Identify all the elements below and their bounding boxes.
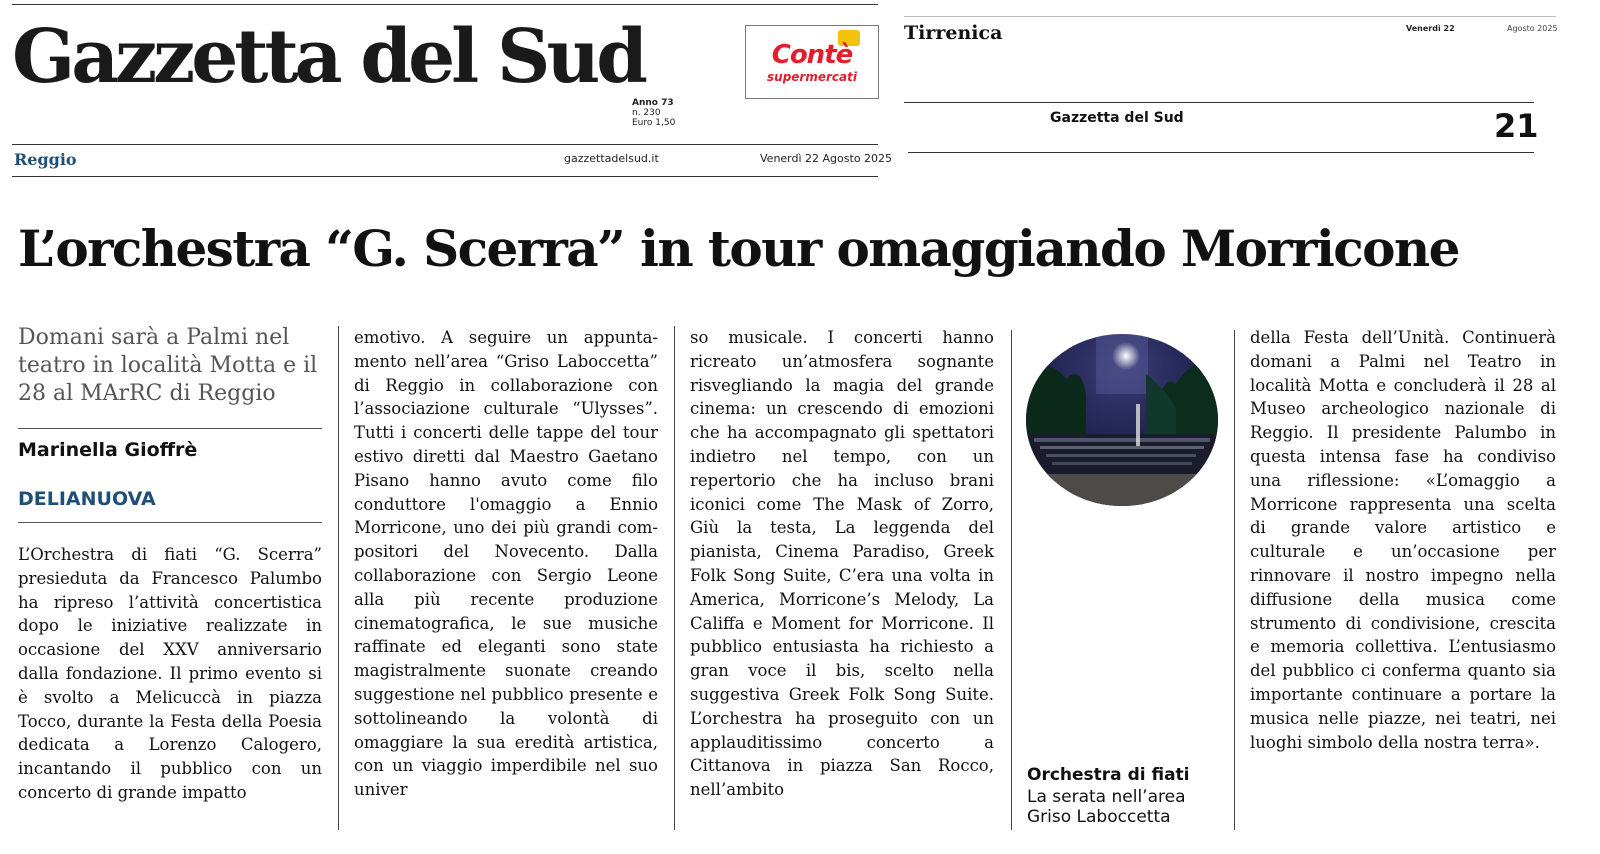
section-bar-top-rule [12,144,878,145]
orchestra-night-scene-image [1026,334,1218,506]
issue-info [632,98,675,128]
masthead-top-rule [12,4,878,5]
photo-caption-line-2: Griso Laboccetta [1027,807,1171,827]
page-number: 21 [1494,107,1539,145]
article-subtitle: Domani sarà a Palmi nel teatro in località Motta e il 28 al MArRC di Reggio [18,325,318,406]
column-divider [1011,330,1012,830]
right-header-paper: Gazzetta del Sud [1050,110,1184,126]
orchestra-photo [1026,334,1218,506]
issue-price: Euro 1,50 [632,118,676,128]
section-name: Reggio [14,150,77,169]
right-header-mid-rule [904,102,1534,103]
sponsor-brand: Contè [771,40,853,70]
column-divider [1234,330,1235,830]
section-bar-bottom-rule [12,176,878,177]
article-author: Marinella Gioffrè [18,439,198,461]
right-header-top-rule [904,16,1556,17]
article-body-column-4: della Festa dell’Unità. Continuerà domani a Palmi nel Teatro in località Motta e concluderà il 28 al Museo archeologico nazionale di Reggio. Il presidente Palumbo in questa intensa fase ha condiviso una riflessione: «L’omaggio a Morricone rappresenta una scelta di grande valore artistico e culturale e un’occasione per rinnovare il nostro impegno nella diffusione della musica come strumento di condivisione, crescita e memoria collettiva. L’entusiasmo del pubblico ci conferma quanto sia importante continuare a portare la musica nelle piazze, nei teatri, nei luoghi simbolo della nostra terra». [1250,328,1556,752]
article-body-column-1: L’Orchestra di fiati “G. Scerra” presieduta da Francesco Palumbo ha ripreso l’attività concertistica dopo le iniziative realizzate in occasione del XXV anniversario dalla fondazione. Il primo evento si è svolto a Melicuccà in piazza Tocco, durante la Festa della Poesia dedicata a Lorenzo Calogero, incantando il pubblico con un concerto di grande impatto [18,545,322,802]
dateline-divider [18,522,322,523]
photo-caption-title: Orchestra di fiati [1027,765,1190,785]
right-section-name: Tirrenica [904,22,1003,44]
sponsor-tagline: supermercati [767,70,857,84]
issue-number: n. 230 [632,108,661,118]
article-dateline: DELIANUOVA [18,488,156,510]
issue-year: Anno 73 [632,98,674,108]
right-header-day: Venerdì 22 [1406,24,1455,33]
article-body-column-3: so musicale. I concerti hanno ricreato un’atmosfera sognante risvegliando la magia del grande cinema: un crescendo di emozioni che ha accompagnato gli spettatori indietro nel tempo, con un repertorio che ha incluso brani iconici come The Mask of Zorro, Giù la testa, La leggenda del pianista, Cinema Paradiso, Greek Folk Song Suite, C’era una volta in America, Morricone’s Melody, La Califfa e Moment for Morricone. Il pubblico entusiasta ha richiesto a gran voce il bis, scelto nella suggestiva Greek Folk Song Suite. L’orchestra ha proseguito con un applauditissimo concerto a Cittanova in piazza San Rocco, nell’ambito [690,328,994,800]
photo-caption [1027,787,1186,827]
sponsor-logo [745,25,879,99]
subtitle-divider [18,428,322,429]
website: gazzettadelsud.it [564,152,659,165]
column-divider [338,326,339,830]
issue-date: Venerdì 22 Agosto 2025 [760,152,893,165]
newspaper-title: Gazzetta del Sud [12,14,645,100]
photo-caption-line-1: La serata nell’area [1027,787,1186,807]
article-headline: L’orchestra “G. Scerra” in tour omaggiando Morricone [18,219,1459,278]
right-header-month: Agosto 2025 [1507,24,1558,33]
right-header-bottom-rule [908,152,1534,153]
column-divider [674,326,675,830]
article-body-column-2: emotivo. A seguire un appuntamento nell’area “Griso Laboccetta” di Reggio in collaborazione con l’associazione culturale “Ulysses”. Tutti i concerti delle tappe del tour estivo diretti dal Maestro Gaetano Pisano hanno avuto come filo conduttore l'omaggio a Ennio Morricone, uno dei più grandi compositori del Novecento. Dalla collaborazione con Sergio Leone alla più recente produzione cinematografica, le sue musiche raffinate ed eleganti sono state magistralmente suonate creando suggestione nel pubblico presente e sottolineando la volontà di omaggiare la sua eredità artistica, con un viaggio imperdibile nel suo univer [354,328,658,800]
